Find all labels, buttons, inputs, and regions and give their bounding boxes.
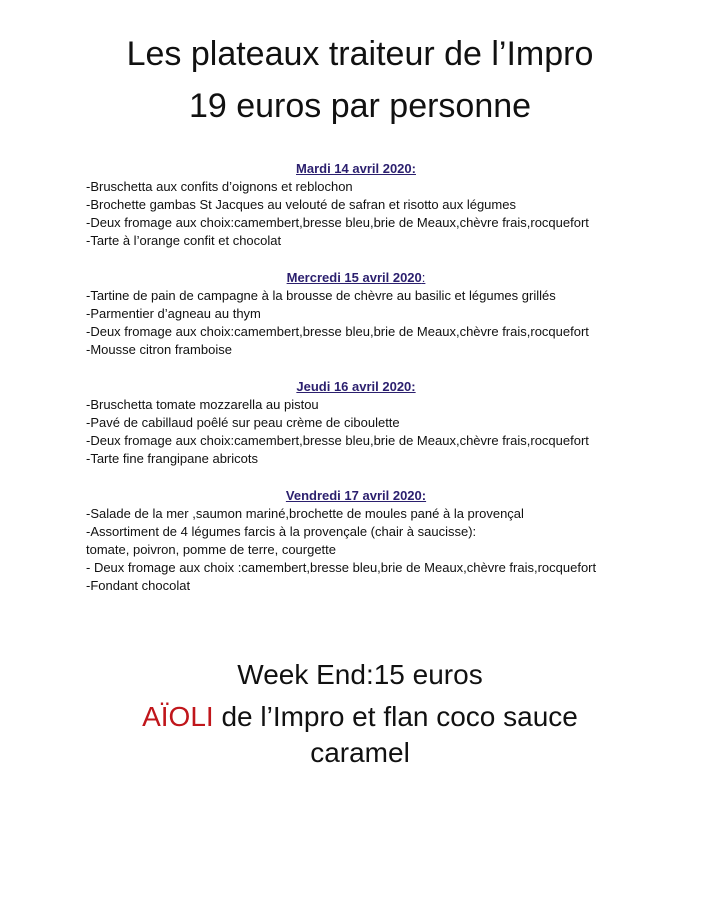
day-section-mardi [86, 160, 626, 250]
menu-item: tomate, poivron, pomme de terre, courgette [86, 542, 337, 557]
page-title: Les plateaux traiteur de l’Impro [126, 35, 594, 73]
day-heading-text: Mercredi 15 avril 2020 [286, 270, 422, 285]
menu-item: -Tartine de pain de campagne à la brousse de chèvre au basilic et légumes grillés [86, 288, 556, 303]
day-heading: Jeudi 16 avril 2020: [296, 379, 416, 394]
day-section-jeudi [86, 378, 626, 468]
menu-item: - Deux fromage aux choix :camembert,bresse bleu,brie de Meaux,chèvre frais,rocquefort [86, 560, 597, 575]
weekend-menu-line-end: caramel [310, 737, 410, 768]
menu-item: -Deux fromage aux choix:camembert,bresse bleu,brie de Meaux,chèvre frais,rocquefort [86, 324, 589, 339]
menu-item: -Bruschetta tomate mozzarella au pistou [86, 397, 319, 412]
aioli-highlight: AÏOLI [142, 701, 214, 732]
weekend-price: Week End:15 euros [237, 659, 483, 690]
menu-item: -Mousse citron framboise [86, 342, 232, 357]
day-heading [86, 269, 626, 287]
price-subtitle: 19 euros par personne [188, 87, 532, 125]
weekend-menu-line [0, 698, 720, 736]
day-section-mercredi [86, 269, 626, 359]
day-heading-colon: : [421, 270, 426, 285]
menu-item: -Pavé de cabillaud poêlé sur peau crème de ciboulette [86, 415, 400, 430]
menu-item: -Deux fromage aux choix:camembert,bresse bleu,brie de Meaux,chèvre frais,rocquefort [86, 433, 589, 448]
menu-item: -Brochette gambas St Jacques au velouté de safran et risotto aux légumes [86, 197, 516, 212]
menu-item: -Tarte à l’orange confit et chocolat [86, 233, 282, 248]
day-section-vendredi [86, 487, 626, 595]
menu-item: -Parmentier d’agneau au thym [86, 306, 261, 321]
menu-item: -Deux fromage aux choix:camembert,bresse bleu,brie de Meaux,chèvre frais,rocquefort [86, 215, 589, 230]
weekend-menu-text: de l’Impro et flan coco sauce [213, 701, 578, 732]
menu-item: -Bruschetta aux confits d’oignons et reblochon [86, 179, 353, 194]
menu-item: -Fondant chocolat [86, 578, 191, 593]
menu-item: -Assortiment de 4 légumes farcis à la provençale (chair à saucisse): [86, 524, 477, 539]
menu-item: -Tarte fine frangipane abricots [86, 451, 258, 466]
day-heading: Vendredi 17 avril 2020: [285, 488, 427, 503]
menu-item: -Salade de la mer ,saumon mariné,brochette de moules pané à la provençal [86, 506, 524, 521]
day-heading: Mardi 14 avril 2020: [296, 161, 416, 176]
